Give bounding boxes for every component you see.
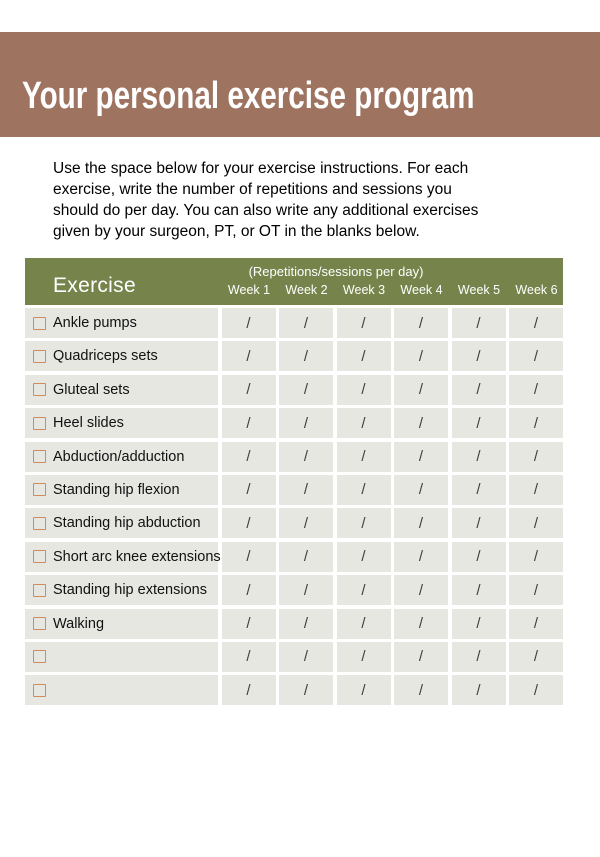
slash-separator: / — [246, 514, 251, 532]
week-cell-6 — [509, 675, 563, 705]
week-cell-6 — [509, 341, 563, 371]
week-cell-1 — [222, 341, 276, 371]
table-row — [25, 609, 563, 639]
slash-separator: / — [533, 481, 539, 499]
slash-separator: / — [246, 347, 251, 365]
exercise-cell — [25, 508, 218, 538]
week-cell-3 — [337, 308, 391, 338]
slash-separator: / — [303, 414, 309, 432]
slash-separator: / — [361, 448, 366, 466]
slash-separator: / — [361, 681, 366, 699]
slash-separator: / — [361, 481, 366, 499]
slash-separator: / — [246, 581, 251, 599]
checkbox[interactable] — [33, 650, 46, 663]
intro-line: given by your surgeon, PT, or OT in the blanks below. — [53, 223, 420, 240]
exercise-name: Gluteal sets — [53, 381, 130, 398]
table-row — [25, 475, 563, 505]
slash-separator: / — [361, 548, 366, 566]
week-cell-2 — [279, 675, 333, 705]
exercise-name: Standing hip flexion — [53, 481, 180, 498]
slash-separator: / — [361, 414, 366, 432]
slash-separator: / — [418, 615, 424, 633]
slash-separator: / — [418, 548, 424, 566]
week-cell-6 — [509, 308, 563, 338]
exercise-name: Short arc knee extensions — [53, 548, 221, 565]
week-cell-1 — [222, 408, 276, 438]
slash-separator: / — [533, 381, 539, 399]
slash-separator: / — [476, 681, 481, 699]
slash-separator: / — [418, 681, 424, 699]
exercise-cell — [25, 341, 218, 371]
exercise-name: Abduction/adduction — [53, 448, 185, 465]
week-cell-4 — [394, 542, 448, 572]
slash-separator: / — [476, 548, 481, 566]
week-cell-3 — [337, 508, 391, 538]
slash-separator: / — [246, 448, 251, 466]
exercise-cell — [25, 542, 221, 572]
checkbox[interactable] — [33, 684, 46, 697]
slash-separator: / — [476, 648, 481, 666]
slash-separator: / — [418, 448, 424, 466]
table-body — [25, 308, 563, 705]
slash-separator: / — [303, 681, 309, 699]
slash-separator: / — [476, 347, 481, 365]
week-cell-5 — [452, 675, 506, 705]
week-cell-2 — [279, 508, 333, 538]
week-cell-1 — [222, 609, 276, 639]
slash-separator: / — [246, 648, 251, 666]
intro-line: exercise, write the number of repetitions and sessions you — [53, 181, 452, 198]
slash-separator: / — [476, 481, 481, 499]
checkbox[interactable] — [33, 417, 46, 430]
week-cell-5 — [452, 408, 506, 438]
week-labels-row — [222, 283, 564, 297]
week-cell-4 — [394, 508, 448, 538]
table-row — [25, 442, 563, 472]
table-row — [25, 542, 563, 572]
week-cell-2 — [279, 442, 333, 472]
week-cell-2 — [279, 308, 333, 338]
week-cell-3 — [337, 475, 391, 505]
exercise-cell — [25, 642, 218, 672]
week-cell-1 — [222, 642, 276, 672]
slash-separator: / — [533, 581, 539, 599]
slash-separator: / — [476, 581, 481, 599]
week-cell-6 — [509, 375, 563, 405]
slash-separator: / — [533, 314, 539, 332]
week-label-3: Week 3 — [342, 283, 386, 297]
slash-separator: / — [418, 381, 424, 399]
week-cell-3 — [337, 375, 391, 405]
intro-paragraph — [53, 158, 533, 242]
slash-separator: / — [476, 615, 481, 633]
week-cell-6 — [509, 642, 563, 672]
week-cell-3 — [337, 575, 391, 605]
slash-separator: / — [246, 381, 251, 399]
week-cell-1 — [222, 508, 276, 538]
slash-separator: / — [361, 615, 366, 633]
week-cell-5 — [452, 609, 506, 639]
week-cell-2 — [279, 408, 333, 438]
table-row — [25, 642, 563, 672]
slash-separator: / — [533, 448, 539, 466]
exercise-name: Standing hip extensions — [53, 582, 207, 599]
exercise-cell — [25, 375, 218, 405]
week-label-2: Week 2 — [285, 283, 328, 297]
week-cell-2 — [279, 609, 333, 639]
slash-separator: / — [361, 581, 366, 599]
week-cell-5 — [452, 508, 506, 538]
table-row — [25, 308, 563, 338]
week-cell-5 — [452, 308, 506, 338]
slash-separator: / — [476, 414, 481, 432]
slash-separator: / — [246, 414, 251, 432]
slash-separator: / — [533, 615, 539, 633]
slash-separator: / — [246, 681, 251, 699]
checkbox[interactable] — [33, 383, 46, 396]
slash-separator: / — [476, 314, 481, 332]
slash-separator: / — [303, 514, 309, 532]
exercise-name: Ankle pumps — [53, 315, 137, 331]
exercise-cell — [25, 308, 218, 338]
exercise-cell — [25, 475, 218, 505]
week-cell-6 — [509, 508, 563, 538]
exercise-name: Standing hip abduction — [53, 515, 201, 532]
week-cell-5 — [452, 341, 506, 371]
week-cell-5 — [452, 542, 506, 572]
exercise-table — [25, 258, 563, 709]
table-row — [25, 675, 563, 705]
week-cell-4 — [394, 341, 448, 371]
slash-separator: / — [361, 314, 366, 332]
week-cell-2 — [279, 542, 333, 572]
week-cell-6 — [509, 609, 563, 639]
week-cell-2 — [279, 341, 333, 371]
week-cell-3 — [337, 675, 391, 705]
week-cell-1 — [222, 542, 276, 572]
checkbox[interactable] — [33, 517, 46, 530]
exercise-cell — [25, 408, 218, 438]
exercise-column-header: Exercise — [53, 274, 136, 297]
slash-separator: / — [418, 481, 424, 499]
slash-separator: / — [303, 481, 309, 499]
checkbox[interactable] — [33, 584, 46, 597]
week-cell-6 — [509, 475, 563, 505]
slash-separator: / — [533, 681, 539, 699]
exercise-cell — [25, 442, 218, 472]
checkbox[interactable] — [33, 550, 46, 563]
checkbox[interactable] — [33, 317, 46, 330]
week-cell-6 — [509, 408, 563, 438]
slash-separator: / — [418, 648, 424, 666]
exercise-name: Quadriceps sets — [53, 348, 158, 365]
table-row — [25, 575, 563, 605]
slash-separator: / — [303, 648, 309, 666]
week-cell-4 — [394, 408, 448, 438]
slash-separator: / — [476, 381, 481, 399]
page-banner — [0, 32, 600, 137]
slash-separator: / — [303, 448, 309, 466]
slash-separator: / — [476, 514, 481, 532]
week-label-1: Week 1 — [227, 283, 271, 297]
week-cell-3 — [337, 642, 391, 672]
table-header — [25, 258, 563, 305]
table-row — [25, 508, 563, 538]
slash-separator: / — [303, 314, 309, 332]
week-cell-1 — [222, 375, 276, 405]
exercise-name: Heel slides — [53, 415, 124, 432]
week-cell-3 — [337, 408, 391, 438]
slash-separator: / — [303, 615, 309, 633]
week-cell-5 — [452, 375, 506, 405]
slash-separator: / — [533, 347, 539, 365]
exercise-cell — [25, 675, 218, 705]
slash-separator: / — [303, 381, 309, 399]
week-cell-5 — [452, 575, 506, 605]
week-cell-1 — [222, 575, 276, 605]
week-cell-1 — [222, 308, 276, 338]
slash-separator: / — [533, 548, 539, 566]
week-cell-4 — [394, 475, 448, 505]
intro-line: Use the space below for your exercise instructions. For each — [53, 160, 469, 177]
week-cell-3 — [337, 609, 391, 639]
week-label-5: Week 5 — [457, 283, 501, 297]
slash-separator: / — [418, 581, 424, 599]
week-cell-1 — [222, 475, 276, 505]
checkbox[interactable] — [33, 617, 46, 630]
slash-separator: / — [418, 347, 424, 365]
week-cell-2 — [279, 642, 333, 672]
week-cell-4 — [394, 308, 448, 338]
slash-separator: / — [246, 615, 251, 633]
week-cell-4 — [394, 575, 448, 605]
slash-separator: / — [533, 514, 539, 532]
week-cell-6 — [509, 442, 563, 472]
week-cell-2 — [279, 375, 333, 405]
checkbox[interactable] — [33, 450, 46, 463]
week-cell-6 — [509, 542, 563, 572]
slash-separator: / — [418, 414, 424, 432]
week-cell-1 — [222, 675, 276, 705]
slash-separator: / — [476, 448, 481, 466]
slash-separator: / — [246, 548, 251, 566]
slash-separator: / — [303, 581, 309, 599]
slash-separator: / — [533, 648, 539, 666]
slash-separator: / — [418, 514, 424, 532]
week-label-6: Week 6 — [515, 283, 558, 297]
exercise-cell — [25, 575, 218, 605]
week-cell-3 — [337, 542, 391, 572]
week-cell-4 — [394, 675, 448, 705]
page-title: Your personal exercise program — [22, 75, 475, 117]
week-label-4: Week 4 — [400, 283, 443, 297]
week-cell-4 — [394, 442, 448, 472]
week-cell-3 — [337, 442, 391, 472]
slash-separator: / — [361, 347, 366, 365]
table-row — [25, 375, 563, 405]
week-cell-4 — [394, 609, 448, 639]
week-cell-4 — [394, 375, 448, 405]
exercise-name: Walking — [53, 615, 105, 632]
week-cell-5 — [452, 642, 506, 672]
table-row — [25, 408, 563, 438]
slash-separator: / — [303, 347, 309, 365]
slash-separator: / — [361, 648, 366, 666]
table-row — [25, 341, 563, 371]
slash-separator: / — [361, 514, 366, 532]
repetitions-group-header: (Repetitions/sessions per day) — [248, 264, 424, 279]
week-cell-5 — [452, 442, 506, 472]
week-cell-1 — [222, 442, 276, 472]
week-cell-2 — [279, 475, 333, 505]
slash-separator: / — [361, 381, 366, 399]
slash-separator: / — [533, 414, 539, 432]
checkbox[interactable] — [33, 483, 46, 496]
week-cell-6 — [509, 575, 563, 605]
slash-separator: / — [246, 481, 251, 499]
week-cell-3 — [337, 341, 391, 371]
week-cell-2 — [279, 575, 333, 605]
week-cell-5 — [452, 475, 506, 505]
slash-separator: / — [303, 548, 309, 566]
slash-separator: / — [246, 314, 251, 332]
exercise-cell — [25, 609, 218, 639]
intro-line: should do per day. You can also write any additional exercises — [53, 202, 479, 219]
slash-separator: / — [418, 314, 424, 332]
checkbox[interactable] — [33, 350, 46, 363]
week-cell-4 — [394, 642, 448, 672]
